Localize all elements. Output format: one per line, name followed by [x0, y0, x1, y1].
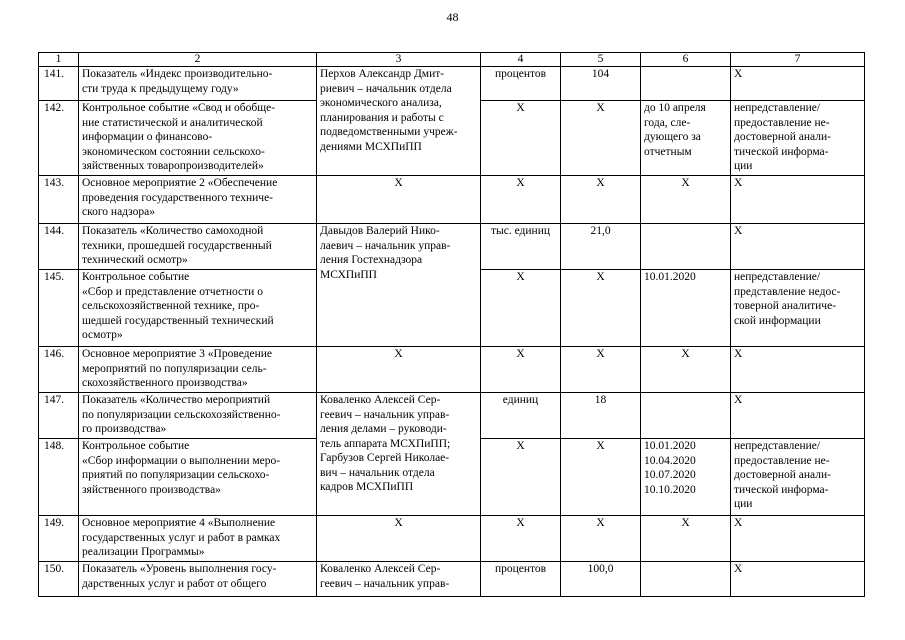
responsible-person: X: [317, 347, 481, 393]
event-name: Показатель «Уровень выполнения госу- дарственных услуг и работ от общего: [79, 562, 317, 597]
value-cell: X: [561, 439, 641, 516]
row-number: 141.: [39, 67, 79, 101]
event-name: Основное мероприятие 2 «Обеспечение проведения государственного техниче- ского надзора»: [79, 176, 317, 224]
value-cell: X: [561, 347, 641, 393]
responsible-person: Коваленко Алексей Сер- геевич – начальник управ- ления делами – руководи- тель аппарата МСХПиПП; Гарбузов Сергей Николае- вич – начальник отдела кадров МСХПиПП: [317, 393, 481, 516]
row-number: 146.: [39, 347, 79, 393]
value-cell: 18: [561, 393, 641, 439]
table-row: [39, 67, 865, 101]
unit-cell: тыс. единиц: [481, 224, 561, 270]
deadline-cell: X: [641, 516, 731, 562]
row-number: 142.: [39, 101, 79, 176]
unit-cell: процентов: [481, 67, 561, 101]
unit-cell: X: [481, 439, 561, 516]
risk-cell: X: [731, 516, 865, 562]
deadline-cell: [641, 393, 731, 439]
table-row: [39, 516, 865, 562]
page-number: 48: [446, 10, 459, 24]
responsible-person: Коваленко Алексей Сер- геевич – начальник управ-: [317, 562, 481, 597]
event-name: Показатель «Индекс производительно- сти труда к предыдущему году»: [79, 67, 317, 101]
row-number: 145.: [39, 270, 79, 347]
table-row: [39, 562, 865, 597]
risk-cell: X: [731, 176, 865, 224]
table-row: [39, 224, 865, 270]
value-cell: 100,0: [561, 562, 641, 597]
responsible-person: X: [317, 176, 481, 224]
value-cell: 104: [561, 67, 641, 101]
unit-cell: X: [481, 516, 561, 562]
risk-cell: X: [731, 393, 865, 439]
event-name: Основное мероприятие 4 «Выполнение государственных услуг и работ в рамках реализации Программы»: [79, 516, 317, 562]
deadline-cell: [641, 224, 731, 270]
deadline-cell: до 10 апреля года, сле- дующего за отчетным: [641, 101, 731, 176]
event-name: Основное мероприятие 3 «Проведение мероприятий по популяризации сель- скохозяйственного производства»: [79, 347, 317, 393]
deadline-cell: [641, 562, 731, 597]
column-header: 4: [481, 53, 561, 67]
row-number: 144.: [39, 224, 79, 270]
unit-cell: X: [481, 270, 561, 347]
event-name: Показатель «Количество самоходной техники, прошедшей государственный технический осмотр»: [79, 224, 317, 270]
value-cell: X: [561, 516, 641, 562]
risk-cell: X: [731, 67, 865, 101]
table-header-row: [39, 53, 865, 67]
column-header: 5: [561, 53, 641, 67]
value-cell: X: [561, 101, 641, 176]
deadline-cell: [641, 67, 731, 101]
responsible-person: X: [317, 516, 481, 562]
unit-cell: X: [481, 347, 561, 393]
event-name: Показатель «Количество мероприятий по популяризации сельскохозяйственно- го производства»: [79, 393, 317, 439]
table-row: [39, 347, 865, 393]
value-cell: 21,0: [561, 224, 641, 270]
deadline-cell: X: [641, 347, 731, 393]
row-number: 143.: [39, 176, 79, 224]
row-number: 148.: [39, 439, 79, 516]
column-header: 6: [641, 53, 731, 67]
table-row: [39, 176, 865, 224]
column-header: 7: [731, 53, 865, 67]
column-header: 1: [39, 53, 79, 67]
risk-cell: X: [731, 347, 865, 393]
event-name: Контрольное событие «Сбор информации о выполнении меро- приятий по популяризации сельскохо- зяйственного производства»: [79, 439, 317, 516]
unit-cell: единиц: [481, 393, 561, 439]
indicators-table: [38, 52, 865, 597]
row-number: 150.: [39, 562, 79, 597]
row-number: 147.: [39, 393, 79, 439]
deadline-cell: 10.01.2020: [641, 270, 731, 347]
deadline-cell: 10.01.2020 10.04.2020 10.07.2020 10.10.2020: [641, 439, 731, 516]
column-header: 3: [317, 53, 481, 67]
column-header: 2: [79, 53, 317, 67]
unit-cell: процентов: [481, 562, 561, 597]
risk-cell: непредставление/ предоставление не- достоверной анали- тической информа- ции: [731, 101, 865, 176]
value-cell: X: [561, 270, 641, 347]
risk-cell: X: [731, 224, 865, 270]
risk-cell: непредставление/ представление недос- товерной аналитиче- ской информации: [731, 270, 865, 347]
risk-cell: непредставление/ предоставление не- достоверной анали- тической информа- ции: [731, 439, 865, 516]
row-number: 149.: [39, 516, 79, 562]
responsible-person: Перхов Александр Дмит- риевич – начальник отдела экономического анализа, планирования и работы с подведомственными учреж- дениями МСХПиПП: [317, 67, 481, 176]
unit-cell: X: [481, 176, 561, 224]
table-row: [39, 393, 865, 439]
responsible-person: Давыдов Валерий Нико- лаевич – начальник управ- ления Гостехнадзора МСХПиПП: [317, 224, 481, 347]
event-name: Контрольное событие «Свод и обобще- ние статистической и аналитической информации о финансово- экономическом состоянии сельскохо- зяйственных товаропроизводителей»: [79, 101, 317, 176]
unit-cell: X: [481, 101, 561, 176]
risk-cell: X: [731, 562, 865, 597]
deadline-cell: X: [641, 176, 731, 224]
value-cell: X: [561, 176, 641, 224]
event-name: Контрольное событие «Сбор и представление отчетности о сельскохозяйственной технике, про- шедшей государственный технический осмотр»: [79, 270, 317, 347]
